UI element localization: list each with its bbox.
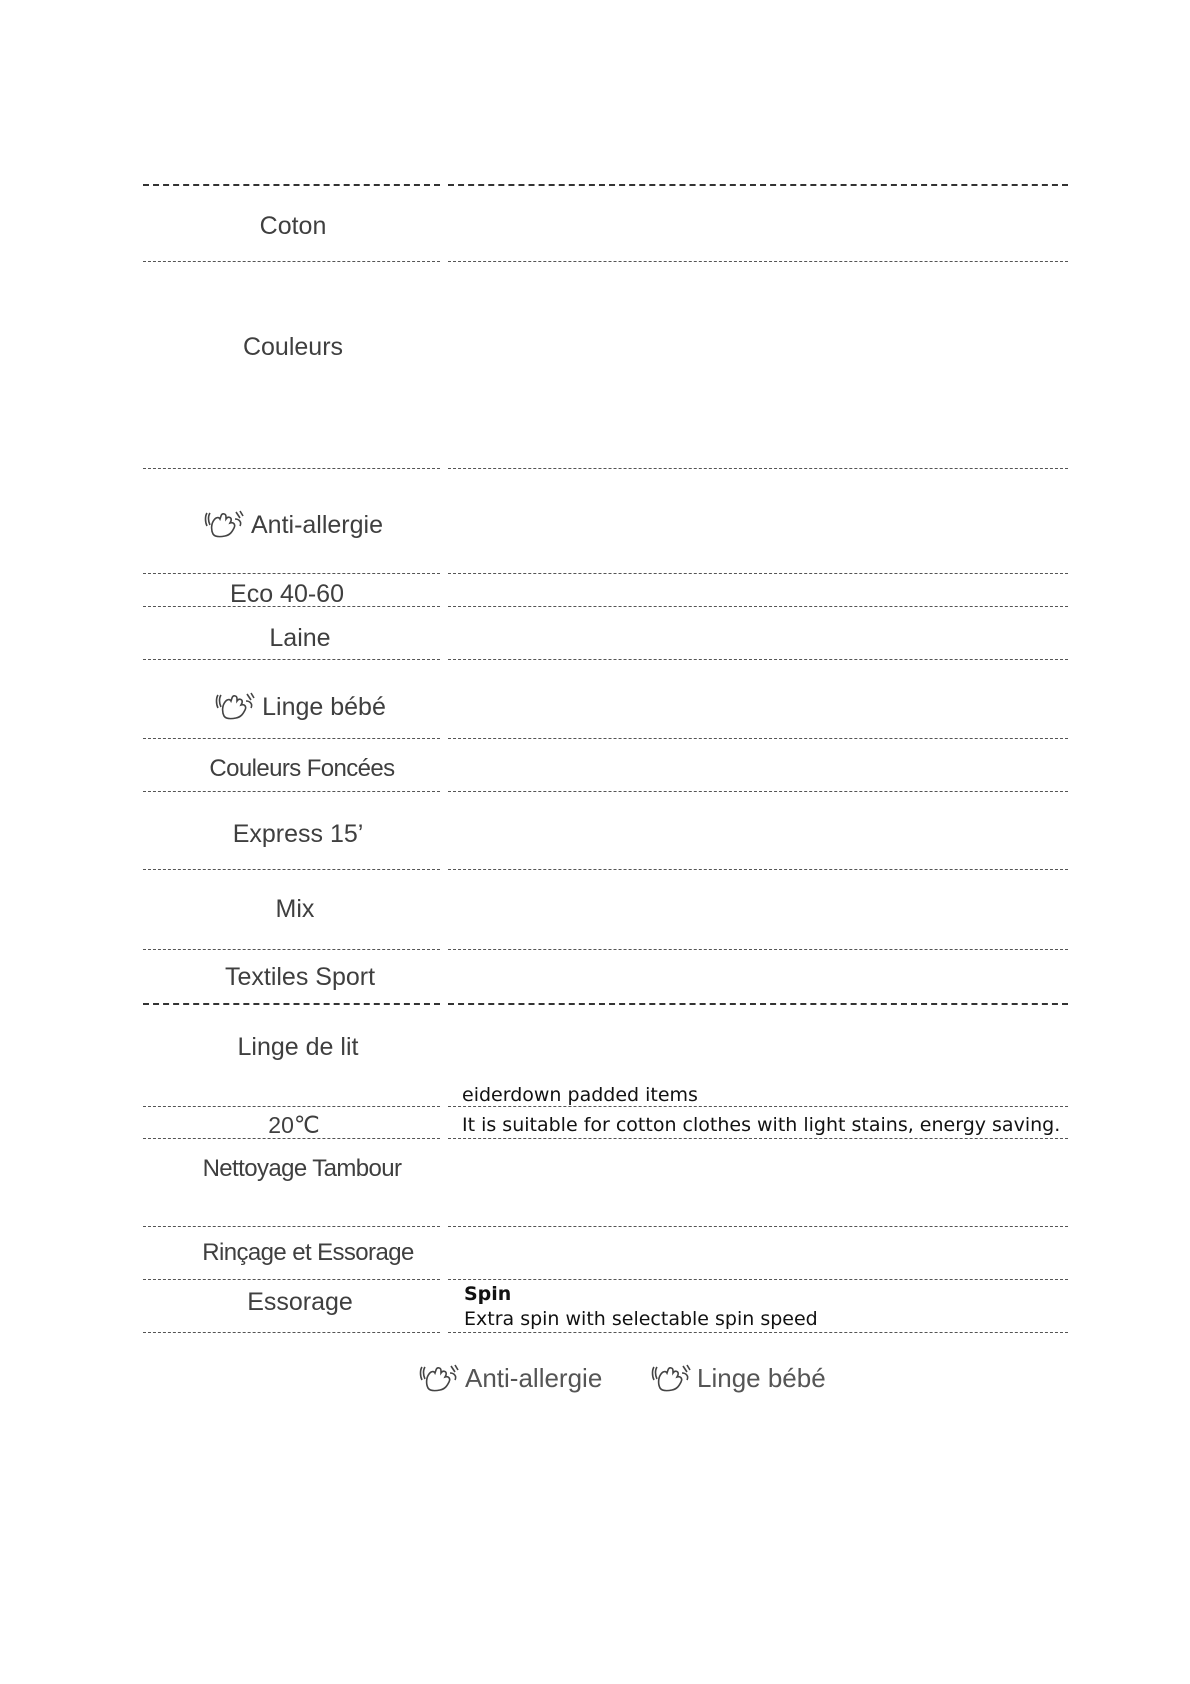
row-divider [448,573,1068,574]
program-label-nettoyage-tambour [152,1157,452,1181]
program-name: Laine [269,624,331,652]
program-label-couleurs [143,335,443,360]
row-divider [448,261,1068,262]
legend-label: Anti-allergie [465,1363,603,1393]
program-description: Extra spin with selectable spin speed [464,1308,818,1330]
row-divider [143,659,440,660]
row-divider [143,1279,440,1280]
program-label-coton [143,214,443,239]
program-name: Linge bébé [262,693,386,721]
program-label-essorage [150,1290,450,1315]
row-divider [143,791,440,792]
program-name: Rinçage et Essorage [202,1239,414,1266]
program-label-textiles-sport [150,965,450,990]
row-divider [143,738,440,739]
row-divider [143,261,440,262]
program-name: Linge de lit [237,1033,359,1061]
hand-wash-icon [203,510,247,538]
program-name: Couleurs Foncées [209,755,395,782]
row-divider [143,468,440,469]
legend-item-anti-allergie [418,1363,602,1393]
row-divider [448,659,1068,660]
program-label-linge-bebe [150,692,450,720]
program-description: It is suitable for cotton clothes with light stains, energy saving. [462,1114,1061,1136]
program-label-express-15 [148,822,448,847]
program-label-rincage-essorage [158,1241,458,1265]
table-bottom-border [448,1332,1068,1333]
program-name: 20℃ [268,1112,320,1138]
row-divider [448,1106,1068,1107]
row-divider [143,949,440,950]
program-name: Essorage [247,1288,353,1316]
row-divider [448,791,1068,792]
row-divider [448,949,1068,950]
row-divider [143,1003,440,1005]
hand-wash-icon [650,1363,694,1393]
program-label-anti-allergie [143,510,443,538]
program-label-mix [145,897,445,922]
table-bottom-border [143,1332,440,1333]
program-label-linge-de-lit [148,1035,448,1060]
program-name: Eco 40-60 [230,580,344,608]
row-divider [448,869,1068,870]
program-name: Couleurs [242,333,344,361]
legend-label: Linge bébé [697,1363,826,1393]
program-label-laine [150,626,450,651]
program-label-couleurs-foncees [152,757,452,781]
row-divider [448,738,1068,739]
row-divider [448,606,1068,607]
row-divider [448,1138,1068,1139]
hand-wash-icon [214,692,258,720]
row-divider [143,1138,440,1139]
table-top-border [448,184,1068,186]
program-description-title: Spin [464,1283,512,1305]
row-divider [448,1003,1068,1005]
row-divider [448,1226,1068,1227]
row-divider [448,1279,1068,1280]
program-name: Nettoyage Tambour [202,1155,402,1182]
row-divider [143,869,440,870]
legend-item-linge-bebe [650,1363,826,1393]
row-divider [448,468,1068,469]
program-name: Express 15’ [232,820,364,848]
program-name: Mix [275,895,315,923]
table-top-border [143,184,440,186]
row-divider [143,573,440,574]
program-name: Anti-allergie [250,511,383,539]
program-name: Coton [259,212,327,240]
program-label-20c [144,1114,444,1137]
hand-wash-icon [418,1363,462,1393]
program-label-eco-40-60 [137,582,437,607]
program-description: eiderdown padded items [462,1084,698,1106]
program-name: Textiles Sport [224,963,376,991]
row-divider [143,1106,440,1107]
row-divider [143,1226,440,1227]
